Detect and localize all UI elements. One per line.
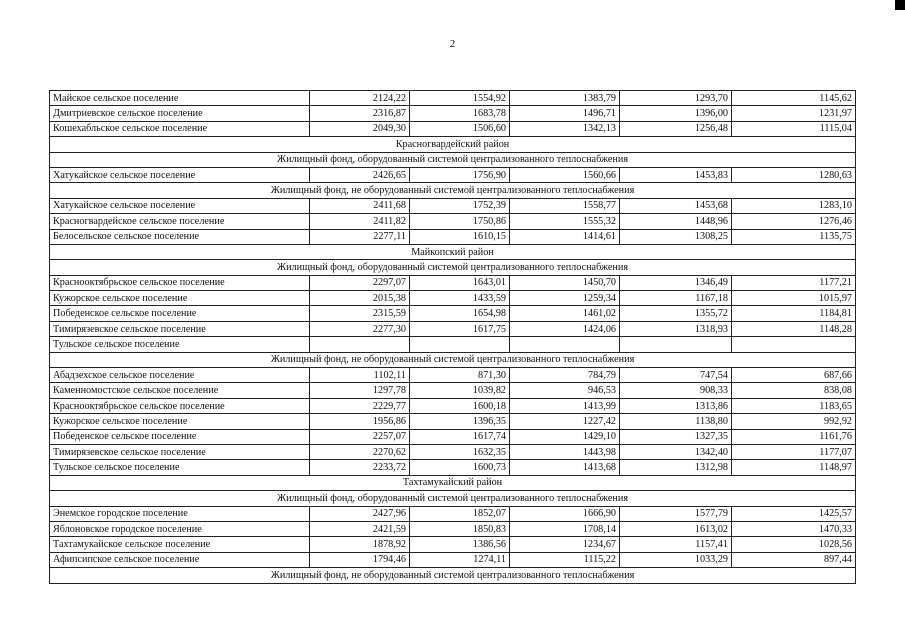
value-cell: 1256,48: [620, 121, 732, 136]
value-cell: 1610,15: [410, 229, 510, 244]
table-row: [50, 521, 856, 536]
value-cell: 1283,10: [732, 198, 856, 213]
table-row: [50, 91, 856, 106]
value-cell: 1342,40: [620, 444, 732, 459]
value-cell: 1617,74: [410, 429, 510, 444]
settlement-name-cell: Краснооктябрьское сельское поселение: [50, 275, 310, 290]
value-cell: 1506,60: [410, 121, 510, 136]
section-heading: Жилищный фонд, не оборудованный системой централизованного теплоснабжения: [50, 568, 856, 583]
tariff-table: [49, 90, 856, 584]
settlement-name-cell: Краснооктябрьское сельское поселение: [50, 398, 310, 413]
table-row: [50, 383, 856, 398]
value-cell: 1280,63: [732, 167, 856, 182]
value-cell: 1028,56: [732, 537, 856, 552]
value-cell: 1138,80: [620, 414, 732, 429]
value-cell: 1470,33: [732, 521, 856, 536]
settlement-name-cell: Кужорское сельское поселение: [50, 291, 310, 306]
table-row: [50, 275, 856, 290]
value-cell: 1450,70: [510, 275, 620, 290]
section-heading: Жилищный фонд, оборудованный системой централизованного теплоснабжения: [50, 152, 856, 167]
value-cell: 1327,35: [620, 429, 732, 444]
value-cell: 1600,73: [410, 460, 510, 475]
settlement-name-cell: Тахтамукайское сельское поселение: [50, 537, 310, 552]
value-cell: 1312,98: [620, 460, 732, 475]
settlement-name-cell: Майское сельское поселение: [50, 91, 310, 106]
value-cell: 2297,07: [310, 275, 410, 290]
value-cell: 1355,72: [620, 306, 732, 321]
value-cell: 1852,07: [410, 506, 510, 521]
settlement-name-cell: Энемское городское поселение: [50, 506, 310, 521]
value-cell: 1177,21: [732, 275, 856, 290]
value-cell: 1666,90: [510, 506, 620, 521]
value-cell: 1461,02: [510, 306, 620, 321]
value-cell: 747,54: [620, 368, 732, 383]
value-cell: 1878,92: [310, 537, 410, 552]
section-row: [50, 491, 856, 506]
settlement-name-cell: Хатукайское сельское поселение: [50, 198, 310, 213]
section-row: [50, 475, 856, 490]
value-cell: 1448,96: [620, 214, 732, 229]
value-cell: 1183,65: [732, 398, 856, 413]
value-cell: 1115,22: [510, 552, 620, 567]
section-row: [50, 244, 856, 259]
value-cell: 1683,78: [410, 106, 510, 121]
value-cell: 1453,83: [620, 167, 732, 182]
value-cell: 2427,96: [310, 506, 410, 521]
settlement-name-cell: Кужорское сельское поселение: [50, 414, 310, 429]
value-cell: 1145,62: [732, 91, 856, 106]
value-cell: 1600,18: [410, 398, 510, 413]
table-row: [50, 321, 856, 336]
value-cell: 2049,30: [310, 121, 410, 136]
value-cell: 1276,46: [732, 214, 856, 229]
value-cell: 784,79: [510, 368, 620, 383]
value-cell: 1227,42: [510, 414, 620, 429]
value-cell: 1259,34: [510, 291, 620, 306]
section-row: [50, 568, 856, 583]
settlement-name-cell: Победенское сельское поселение: [50, 429, 310, 444]
value-cell: 1560,66: [510, 167, 620, 182]
table-row: [50, 214, 856, 229]
value-cell: 1577,79: [620, 506, 732, 521]
settlement-name-cell: Яблоновское городское поселение: [50, 521, 310, 536]
table-body: [50, 91, 856, 584]
value-cell: 1308,25: [620, 229, 732, 244]
page-number: 2: [449, 38, 456, 50]
value-cell: 1413,68: [510, 460, 620, 475]
value-cell: 1613,02: [620, 521, 732, 536]
settlement-name-cell: Тульское сельское поселение: [50, 460, 310, 475]
table-row: [50, 460, 856, 475]
value-cell: 2229,77: [310, 398, 410, 413]
value-cell: 2411,68: [310, 198, 410, 213]
table-row: [50, 291, 856, 306]
settlement-name-cell: Хатукайское сельское поселение: [50, 167, 310, 182]
value-cell: 1956,86: [310, 414, 410, 429]
value-cell: 871,30: [410, 368, 510, 383]
section-row: [50, 183, 856, 198]
table-row: [50, 398, 856, 413]
settlement-name-cell: Дмитриевское сельское поселение: [50, 106, 310, 121]
settlement-name-cell: Абадзехское сельское поселение: [50, 368, 310, 383]
value-cell: 1313,86: [620, 398, 732, 413]
value-cell: 2316,87: [310, 106, 410, 121]
value-cell: 1274,11: [410, 552, 510, 567]
value-cell: 1496,71: [510, 106, 620, 121]
settlement-name-cell: Победенское сельское поселение: [50, 306, 310, 321]
value-cell: 1643,01: [410, 275, 510, 290]
value-cell: 1177,07: [732, 444, 856, 459]
table-row: [50, 306, 856, 321]
table-row: [50, 552, 856, 567]
value-cell: 1383,79: [510, 91, 620, 106]
section-heading: Красногвардейский район: [50, 137, 856, 152]
value-cell: 2124,22: [310, 91, 410, 106]
value-cell: 1102,11: [310, 368, 410, 383]
section-row: [50, 260, 856, 275]
settlement-name-cell: Красногвардейское сельское поселение: [50, 214, 310, 229]
value-cell: [620, 337, 732, 352]
table-row: [50, 229, 856, 244]
settlement-name-cell: Белосельское сельское поселение: [50, 229, 310, 244]
table-row: [50, 537, 856, 552]
value-cell: 2277,30: [310, 321, 410, 336]
value-cell: 1424,06: [510, 321, 620, 336]
table-row: [50, 167, 856, 182]
section-heading: Тахтамукайский район: [50, 475, 856, 490]
settlement-name-cell: Тимирязевское сельское поселение: [50, 321, 310, 336]
value-cell: 1554,92: [410, 91, 510, 106]
value-cell: 1293,70: [620, 91, 732, 106]
value-cell: 838,08: [732, 383, 856, 398]
value-cell: 1654,98: [410, 306, 510, 321]
section-row: [50, 352, 856, 367]
value-cell: 946,53: [510, 383, 620, 398]
value-cell: 1433,59: [410, 291, 510, 306]
value-cell: 1148,97: [732, 460, 856, 475]
section-row: [50, 152, 856, 167]
value-cell: [510, 337, 620, 352]
value-cell: 1413,99: [510, 398, 620, 413]
value-cell: 2426,65: [310, 167, 410, 182]
value-cell: 1148,28: [732, 321, 856, 336]
scan-corner-mark: [895, 0, 905, 10]
value-cell: [732, 337, 856, 352]
value-cell: 1396,00: [620, 106, 732, 121]
settlement-name-cell: Тульское сельское поселение: [50, 337, 310, 352]
value-cell: 897,44: [732, 552, 856, 567]
value-cell: 1752,39: [410, 198, 510, 213]
value-cell: 2257,07: [310, 429, 410, 444]
value-cell: 1756,90: [410, 167, 510, 182]
value-cell: 1167,18: [620, 291, 732, 306]
section-heading: Жилищный фонд, не оборудованный системой централизованного теплоснабжения: [50, 183, 856, 198]
table-row: [50, 429, 856, 444]
table-row: [50, 444, 856, 459]
value-cell: 1318,93: [620, 321, 732, 336]
value-cell: 1342,13: [510, 121, 620, 136]
table-row: [50, 414, 856, 429]
value-cell: 2015,38: [310, 291, 410, 306]
value-cell: 1033,29: [620, 552, 732, 567]
value-cell: 1425,57: [732, 506, 856, 521]
section-heading: Жилищный фонд, оборудованный системой централизованного теплоснабжения: [50, 260, 856, 275]
value-cell: 992,92: [732, 414, 856, 429]
value-cell: 1617,75: [410, 321, 510, 336]
value-cell: 1346,49: [620, 275, 732, 290]
settlement-name-cell: Кошехабльское сельское поселение: [50, 121, 310, 136]
value-cell: 1135,75: [732, 229, 856, 244]
value-cell: 1632,35: [410, 444, 510, 459]
value-cell: 1231,97: [732, 106, 856, 121]
value-cell: 1850,83: [410, 521, 510, 536]
section-heading: Майкопский район: [50, 244, 856, 259]
value-cell: 1386,56: [410, 537, 510, 552]
value-cell: 2421,59: [310, 521, 410, 536]
table-row: [50, 337, 856, 352]
section-heading: Жилищный фонд, не оборудованный системой централизованного теплоснабжения: [50, 352, 856, 367]
value-cell: 1414,61: [510, 229, 620, 244]
value-cell: 2277,11: [310, 229, 410, 244]
value-cell: 1161,76: [732, 429, 856, 444]
value-cell: 1157,41: [620, 537, 732, 552]
value-cell: 1396,35: [410, 414, 510, 429]
settlement-name-cell: Афипсипское сельское поселение: [50, 552, 310, 567]
value-cell: 1184,81: [732, 306, 856, 321]
table-row: [50, 106, 856, 121]
table-row: [50, 506, 856, 521]
value-cell: 2270,62: [310, 444, 410, 459]
settlement-name-cell: Тимирязевское сельское поселение: [50, 444, 310, 459]
value-cell: 1558,77: [510, 198, 620, 213]
value-cell: 1297,78: [310, 383, 410, 398]
value-cell: 1794,46: [310, 552, 410, 567]
value-cell: 1234,67: [510, 537, 620, 552]
value-cell: 1443,98: [510, 444, 620, 459]
value-cell: 1750,86: [410, 214, 510, 229]
table-row: [50, 368, 856, 383]
settlement-name-cell: Каменномостское сельское поселение: [50, 383, 310, 398]
value-cell: [310, 337, 410, 352]
value-cell: 1115,04: [732, 121, 856, 136]
value-cell: 908,33: [620, 383, 732, 398]
value-cell: 2315,59: [310, 306, 410, 321]
value-cell: [410, 337, 510, 352]
value-cell: 2233,72: [310, 460, 410, 475]
section-row: [50, 137, 856, 152]
value-cell: 1555,32: [510, 214, 620, 229]
table-row: [50, 121, 856, 136]
value-cell: 1015,97: [732, 291, 856, 306]
value-cell: 2411,82: [310, 214, 410, 229]
section-heading: Жилищный фонд, оборудованный системой централизованного теплоснабжения: [50, 491, 856, 506]
value-cell: 1429,10: [510, 429, 620, 444]
value-cell: 1453,68: [620, 198, 732, 213]
value-cell: 1708,14: [510, 521, 620, 536]
table-row: [50, 198, 856, 213]
value-cell: 687,66: [732, 368, 856, 383]
value-cell: 1039,82: [410, 383, 510, 398]
